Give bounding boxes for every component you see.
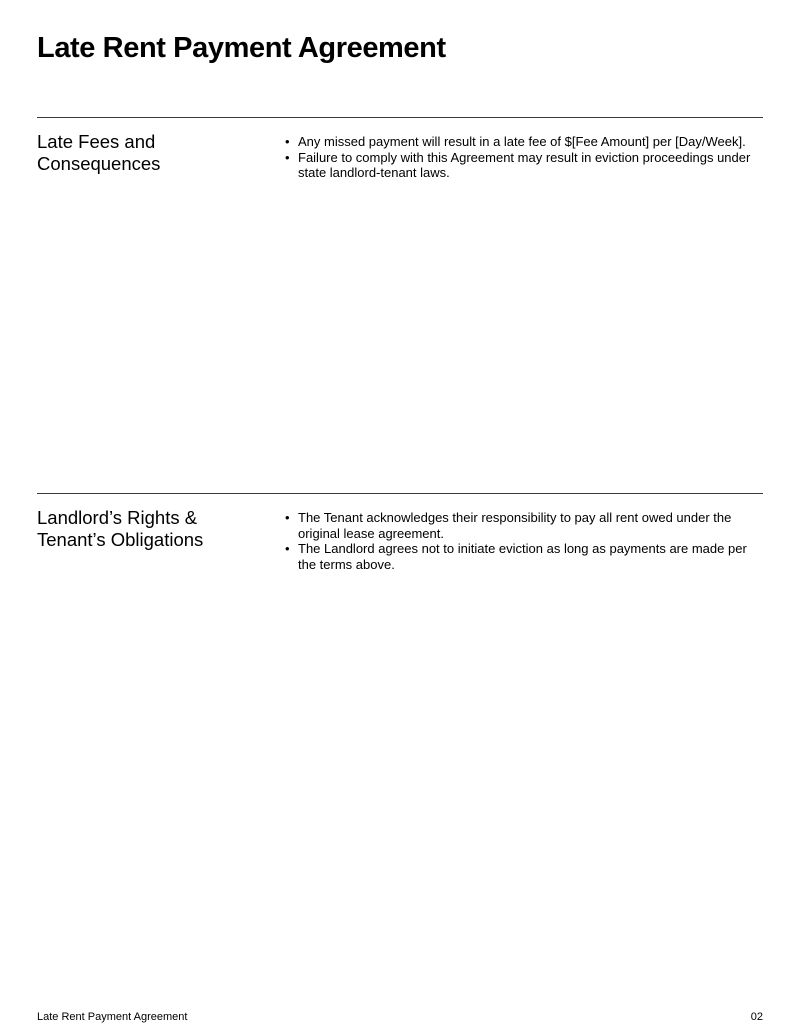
list-item: [285, 510, 763, 541]
list-item-text: The Tenant acknowledges their responsibility to pay all rent owed under the original lease agreement.: [298, 510, 732, 541]
bullet-icon: •: [285, 149, 290, 165]
list-item: [285, 150, 763, 181]
section-heading: Landlord’s Rights & Tenant’s Obligations: [37, 507, 204, 550]
bullet-list: [285, 510, 763, 572]
list-item: [285, 541, 763, 572]
section-late-fees: [37, 117, 763, 180]
section-rights-obligations: [37, 493, 763, 572]
bullet-icon: •: [285, 541, 290, 556]
footer-document-name: Late Rent Payment Agreement: [37, 1011, 188, 1023]
list-item: [285, 134, 763, 150]
bullet-list: [285, 134, 763, 181]
footer-page-number: 02: [750, 1011, 763, 1023]
bullet-icon: •: [285, 134, 290, 149]
list-item-text: Any missed payment will result in a late fee of $[Fee Amount] per [Day/Week].: [298, 134, 746, 149]
section-heading: Late Fees and Consequences: [37, 131, 161, 174]
list-item-text: Failure to comply with this Agreement may result in eviction proceedings under state landlord-tenant laws.: [298, 149, 751, 180]
bullet-icon: •: [285, 510, 290, 525]
list-item-text: The Landlord agrees not to initiate eviction as long as payments are made per the terms above.: [298, 541, 747, 572]
page-title: Late Rent Payment Agreement: [37, 32, 446, 64]
